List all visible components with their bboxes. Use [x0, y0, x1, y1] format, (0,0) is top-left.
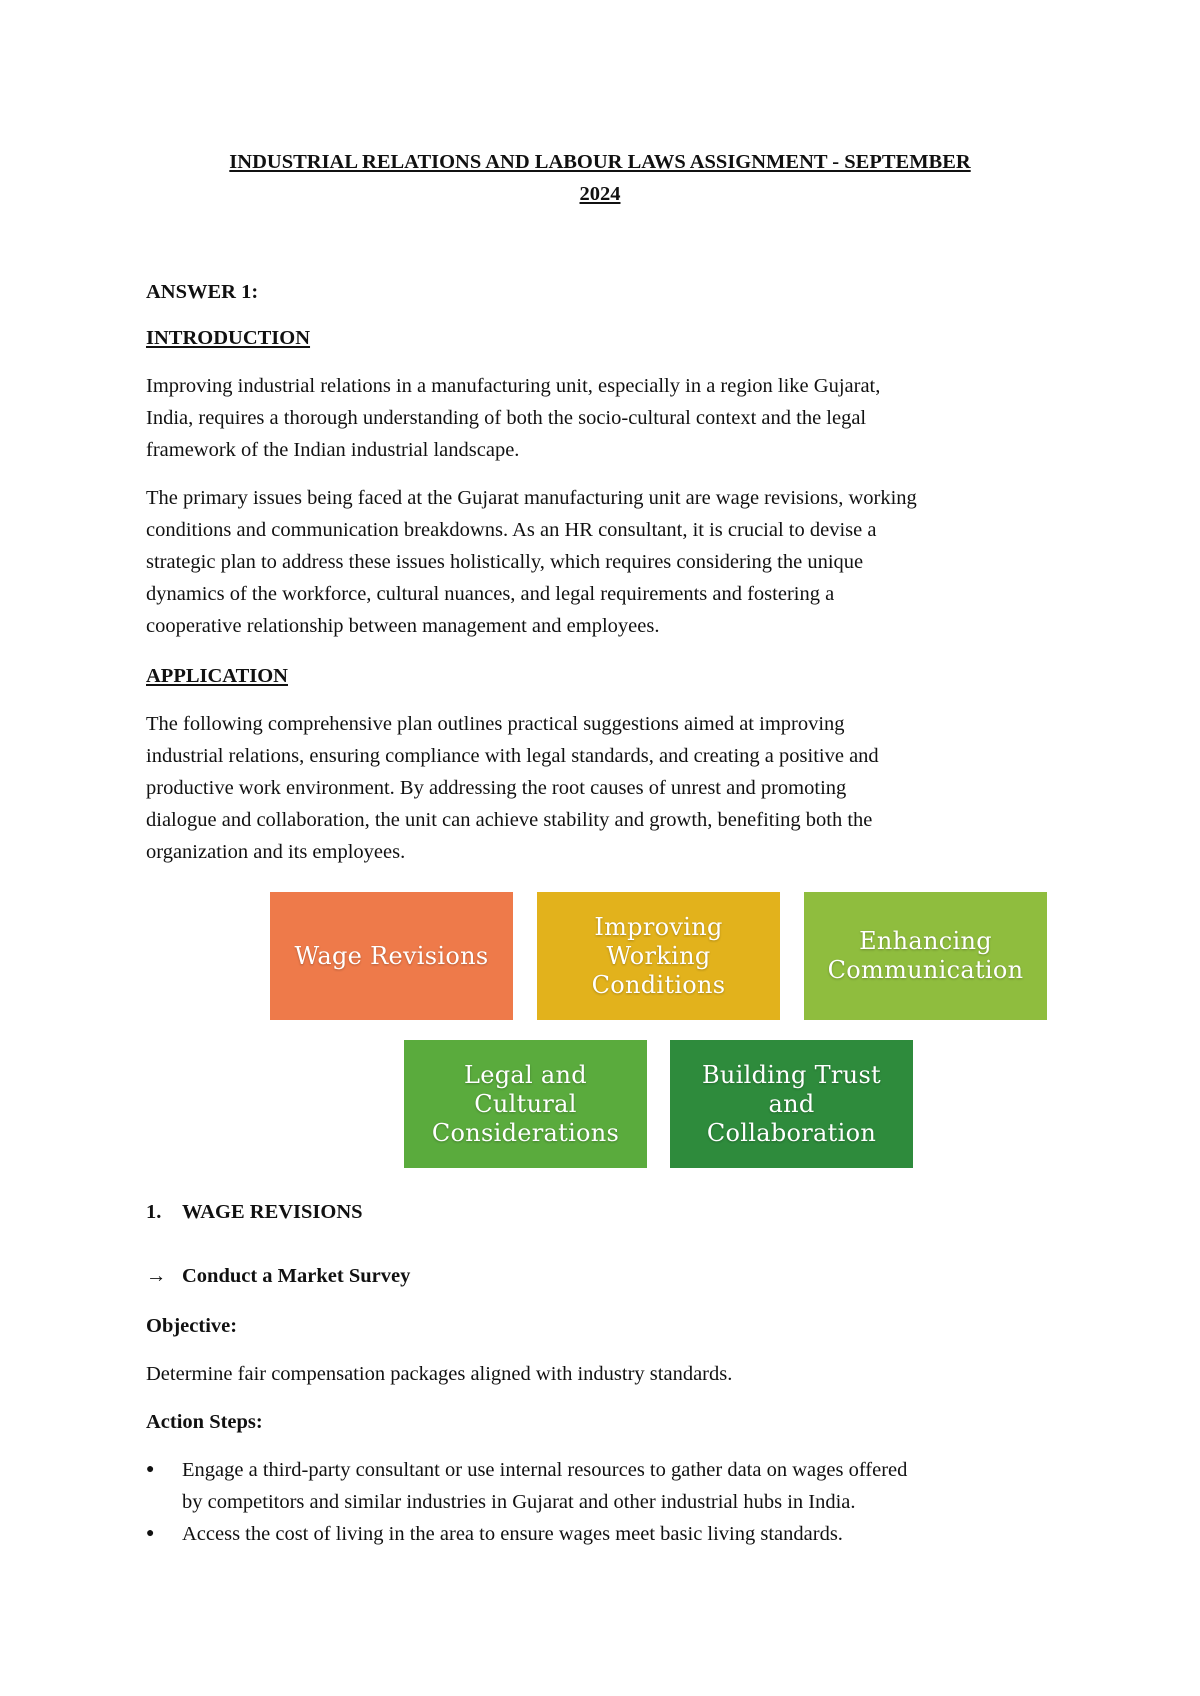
box-label: Cultural	[474, 1089, 577, 1118]
text-line: productive work environment. By addressing the root causes of unrest and promoting	[146, 777, 847, 799]
title-line-1: INDUSTRIAL RELATIONS AND LABOUR LAWS ASSIGNMENT - SEPTEMBER	[229, 151, 971, 173]
diagram-box-legal-cultural	[404, 1040, 647, 1168]
text-line: dialogue and collaboration, the unit can achieve stability and growth, benefiting both the	[146, 809, 873, 831]
title-line-2: 2024	[579, 183, 621, 205]
application-paragraph	[146, 708, 1076, 868]
action-steps-label: Action Steps:	[146, 1411, 263, 1433]
text-line: Improving industrial relations in a manufacturing unit, especially in a region like Gujarat,	[146, 375, 881, 397]
text-line: industrial relations, ensuring compliance with legal standards, and creating a positive and	[146, 745, 879, 767]
diagram-box-working-conditions	[537, 892, 780, 1020]
text-line: India, requires a thorough understanding of both the socio-cultural context and the legal	[146, 407, 867, 429]
diagram-box-wage-revisions	[270, 892, 513, 1020]
box-label: Considerations	[431, 1118, 620, 1147]
answer-label: ANSWER 1:	[146, 281, 259, 303]
text-line: The following comprehensive plan outlines practical suggestions aimed at improving	[146, 713, 845, 735]
box-label: Communication	[827, 956, 1024, 984]
box-label: Legal and	[464, 1060, 587, 1089]
document-title	[140, 146, 1060, 210]
box-label: Working	[606, 941, 711, 970]
text-line: The primary issues being faced at the Gujarat manufacturing unit are wage revisions, working	[146, 487, 917, 509]
arrow-right-icon: →	[146, 1265, 167, 1287]
box-label: Wage Revisions	[294, 941, 489, 970]
list-item	[146, 1518, 1076, 1550]
objective-label: Objective:	[146, 1315, 238, 1337]
box-label: Collaboration	[706, 1118, 877, 1147]
bullet-icon: ●	[146, 1526, 155, 1541]
section-1-heading	[146, 1196, 363, 1228]
objective-text: Determine fair compensation packages aligned with industry standards.	[146, 1363, 733, 1385]
text-line: conditions and communication breakdowns. As an HR consultant, it is crucial to devise a	[146, 519, 877, 541]
text-line: framework of the Indian industrial landscape.	[146, 439, 520, 461]
text-line: cooperative relationship between management and employees.	[146, 615, 660, 637]
text-line: by competitors and similar industries in Gujarat and other industrial hubs in India.	[182, 1491, 856, 1513]
box-label: Enhancing	[859, 927, 992, 955]
subheading-market-survey	[146, 1260, 410, 1292]
introduction-paragraph-2	[146, 482, 1076, 642]
application-heading: APPLICATION	[146, 665, 288, 687]
diagram-box-trust-collaboration	[670, 1040, 913, 1168]
introduction-heading: INTRODUCTION	[146, 327, 311, 349]
text-line: organization and its employees.	[146, 841, 406, 863]
section-title: WAGE REVISIONS	[182, 1201, 363, 1223]
text-line: Access the cost of living in the area to ensure wages meet basic living standards.	[182, 1523, 843, 1545]
box-label: Conditions	[591, 970, 726, 999]
list-item	[146, 1454, 1076, 1518]
box-label: Building Trust	[701, 1060, 882, 1089]
bullet-icon: ●	[146, 1462, 155, 1477]
diagram-box-communication	[804, 892, 1047, 1020]
box-label: Improving	[594, 912, 723, 941]
box-label: and	[768, 1089, 815, 1118]
subheading-text: Conduct a Market Survey	[182, 1265, 411, 1287]
text-line: Engage a third-party consultant or use internal resources to gather data on wages offered	[182, 1459, 908, 1481]
text-line: dynamics of the workforce, cultural nuances, and legal requirements and fostering a	[146, 583, 835, 605]
section-number: 1.	[146, 1201, 162, 1223]
text-line: strategic plan to address these issues holistically, which requires considering the unique	[146, 551, 864, 573]
introduction-paragraph-1	[146, 370, 1076, 466]
